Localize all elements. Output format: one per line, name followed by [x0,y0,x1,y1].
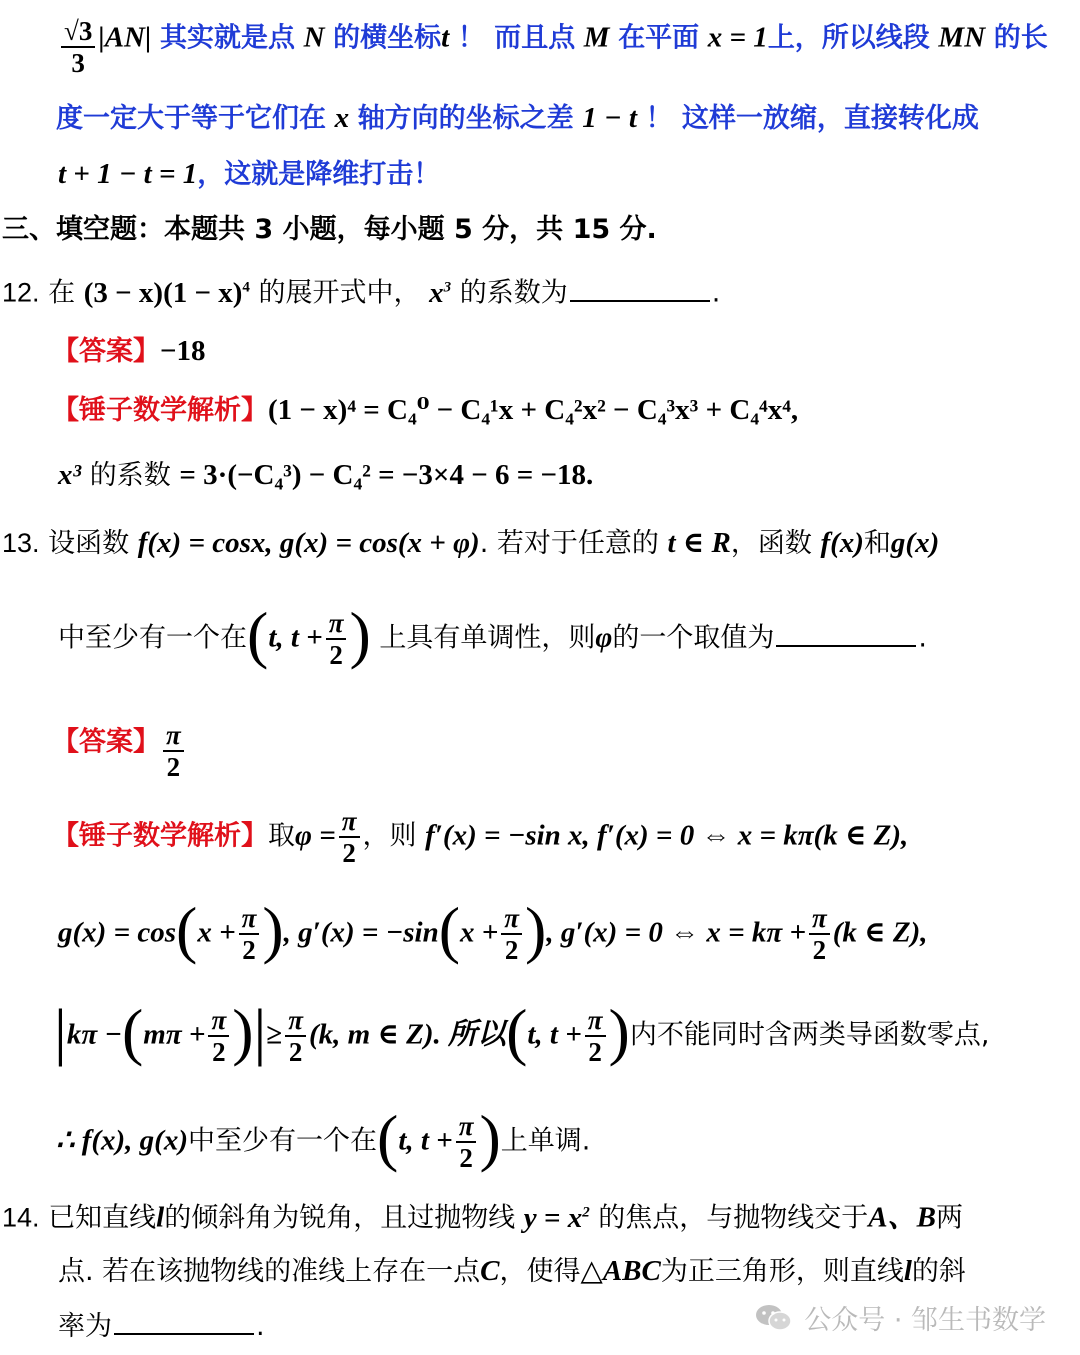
answer-tag: 【答案】 [52,726,160,758]
watermark: 公众号 · 邹生书数学 [754,1298,1046,1337]
wechat-icon [754,1303,794,1333]
answer-blank [776,619,916,647]
q14-stem-2: 点. 若在该抛物线的准线上存在一点C，使得△ABC为正三角形，则直线l的斜 [58,1255,966,1287]
q14-stem-3: 率为 . [58,1307,265,1347]
q13-number: 13. [2,528,40,558]
analysis-tag: 【锤子数学解析】 [52,395,268,426]
prev-line-3: t + 1 − t = 1，这就是降维打击！ [58,158,441,190]
q13-analysis-1: 【锤子数学解析】取φ = $\frac{\pi}{2}$ ，则 f′(x) = −sin x, f′(x) = 0 ⇔ x = kπ(k ∈ Z), [52,806,909,868]
analysis-tag: 【锤子数学解析】 [52,820,268,852]
section-heading: 三、填空题：本题共 3 小题，每小题 5 分，共 15 分. [2,214,657,245]
q13-analysis-4: ∴ f(x), g(x)中至少有一个在(t, t + $\frac{\pi}{2}$ )上单调. [56,1102,591,1173]
q12-number: 12. [2,277,40,308]
sqrt3-over-3-fraction: $\frac{√3}{3}$ [61,16,95,78]
q13-answer [52,712,187,782]
q13-analysis-2: g(x) = cos(x + $\frac{\pi}{2}$ ), g′(x) = −sin(x + $\frac{\pi}{2}$ ), g′(x) = 0 ⇔ x = kπ + $\frac{\pi}{2}$ (k ∈ Z), [58,894,928,965]
prev-line-1: $\frac{√3}{3}$ |AN| 其实就是点 N 的横坐标t ！ 而且点 M 在平面 x = 1上，所以线段 MN 的长 [58,8,1048,70]
answer-value: $\frac{\pi}{2}$ [163,720,184,782]
prev-line-2: 度一定大于等于它们在 x 轴方向的坐标之差 1 − t ！ 这样一放缩，直接转化成 [56,102,979,134]
q13-analysis-3: |kπ −(mπ + $\frac{\pi}{2}$ )|≥ $\frac{\pi}{2}$ (k, m ∈ Z). 所以(t, t + $\frac{\pi}{2}$ )内不能同时含两类导函数零点, [54,996,990,1067]
q12-stem: 12. 在 $(3 - x)(1 - x)^4$ 的展开式中， $x^3$ 的系数为 . [2,267,720,314]
abs-an: |AN| [98,21,152,54]
q14-number: 14. [2,1202,40,1233]
answer-value: −18 [160,335,206,367]
answer-blank [114,1307,254,1335]
answer-blank [570,274,710,302]
q13-stem-2: 中至少有一个在(t, t + $\frac{\pi}{2}$ ) 上具有单调性，则φ的一个取值为 . [58,599,927,670]
q13-stem-1: 13. 设函数 f(x) = cosx, g(x) = cos(x + φ). 若对于任意的 t ∈ R，函数 f(x)和g(x) [2,527,940,559]
q12-analysis-1: 【锤子数学解析】(1 − x)⁴ = C₄⁰ − C₄¹x + C₄²x² − C₄³x³ + C₄⁴x⁴, [52,394,799,426]
q12-analysis-2: x³ 的系数 = 3·(−C₄³) − C₄² = −3×4 − 6 = −18. [58,459,594,491]
answer-tag: 【答案】 [52,336,160,367]
q14-stem-1: 14. 已知直线l的倾斜角为锐角，且过抛物线 $y = x^2$ 的焦点，与抛物线交于A、B两 [2,1201,963,1234]
q12-answer [52,331,206,372]
q12-expression: $(3 - x)(1 - x)^4$ [83,276,250,309]
